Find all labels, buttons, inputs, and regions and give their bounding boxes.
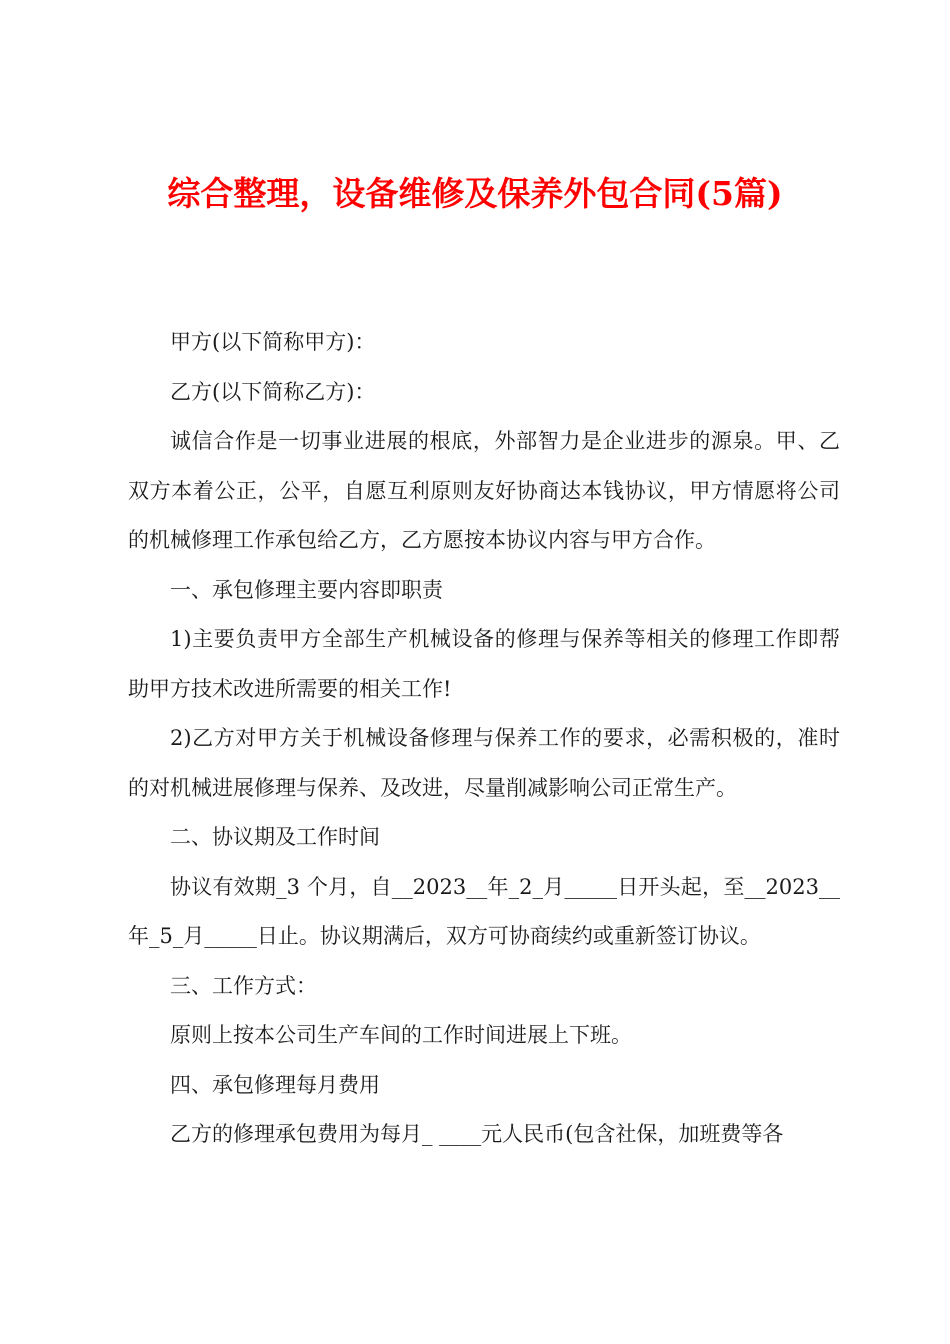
paragraph-party-a: 甲方(以下简称甲方)： [170, 330, 376, 354]
paragraph-work-mode: 原则上按本公司生产车间的工作时间进展上下班。 [170, 1023, 632, 1047]
document-body [128, 318, 840, 1160]
paragraph-item-2: 2)乙方对甲方关于机械设备修理与保养工作的要求，必需积极的，准时的对机械进展修理与保养、及改进，尽量削减影响公司正常生产。 [128, 726, 840, 800]
document-title: 综合整理，设备维修及保养外包合同(5篇) [167, 174, 783, 213]
section-heading-1: 一、承包修理主要内容即职责 [170, 577, 443, 602]
section-heading-2: 二、协议期及工作时间 [170, 825, 380, 849]
section-heading-4: 四、承包修理每月费用 [170, 1072, 380, 1097]
paragraph-term: 协议有效期_3 个月，自__2023__年_2_月_____日开头起，至__2023__年_5_月_____日止。协议期满后，双方可协商续约或重新签订协议。 [128, 874, 840, 948]
section-heading-3: 三、工作方式： [170, 973, 317, 998]
paragraph-fee: 乙方的修理承包费用为每月_ ____元人民币(包含社保，加班费等各 [170, 1122, 784, 1146]
paragraph-intro: 诚信合作是一切事业进展的根底，外部智力是企业进步的源泉。甲、乙双方本着公正，公平，自愿互利原则友好协商达本钱协议，甲方情愿将公司的机械修理工作承包给乙方，乙方愿按本协议内容与甲方合作。 [128, 429, 840, 552]
paragraph-party-b: 乙方(以下简称乙方)： [170, 379, 376, 404]
paragraph-item-1: 1)主要负责甲方全部生产机械设备的修理与保养等相关的修理工作即帮助甲方技术改进所需要的相关工作! [128, 627, 840, 701]
